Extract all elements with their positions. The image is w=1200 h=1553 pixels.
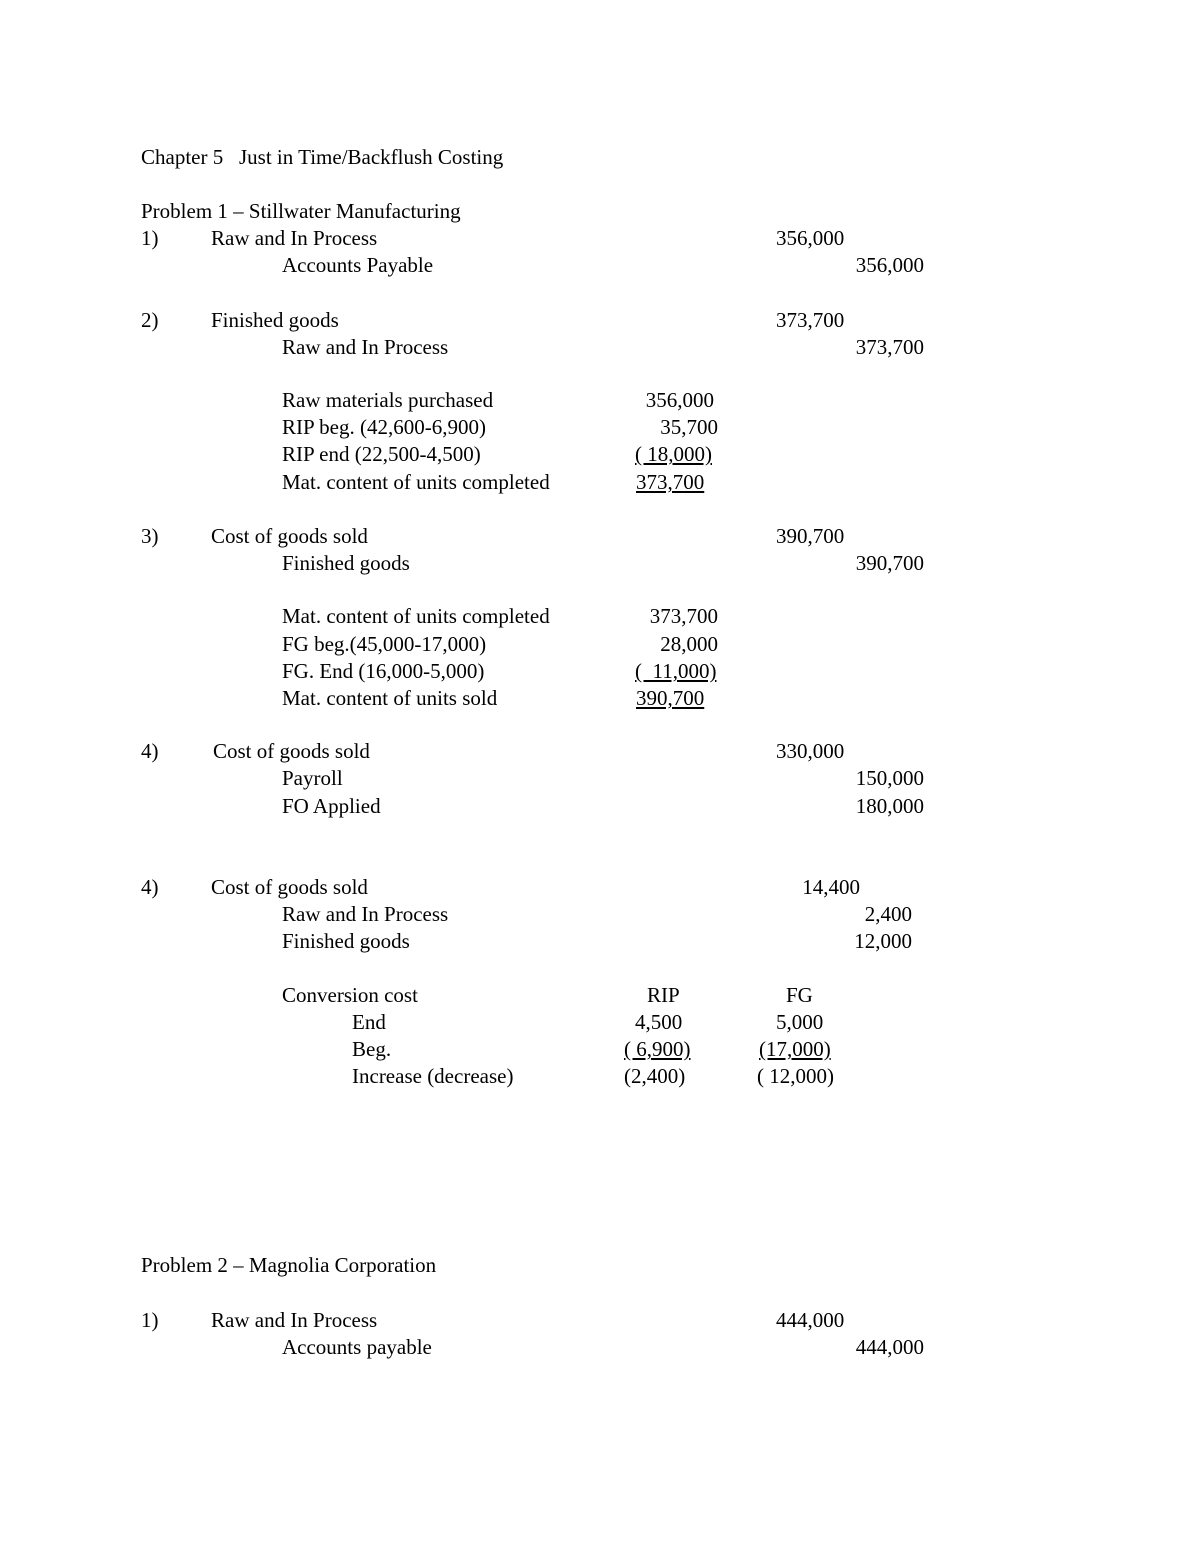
calc-value: ( 18,000): [635, 442, 712, 466]
credit-account: FO Applied: [282, 794, 381, 818]
credit-account: Payroll: [282, 766, 343, 790]
debit-amount: 390,700: [776, 524, 845, 548]
credit-account: Accounts payable: [282, 1335, 432, 1359]
calc-label: FG. End (16,000-5,000): [282, 659, 485, 683]
calc-label: Mat. content of units completed: [282, 604, 550, 628]
debit-amount: 356,000: [776, 226, 845, 250]
debit-amount: 444,000: [776, 1308, 845, 1332]
debit-amount: 14,400: [802, 875, 860, 899]
credit-amount: 12,000: [854, 929, 912, 953]
debit-amount: 330,000: [776, 739, 845, 763]
credit-amount: 390,700: [855, 551, 924, 575]
debit-account: Cost of goods sold: [211, 524, 368, 548]
problem2-heading: Problem 2 – Magnolia Corporation: [141, 1253, 437, 1277]
chapter-title: Chapter 5 Just in Time/Backflush Costing: [141, 145, 504, 169]
calc-label: FG beg.(45,000-17,000): [282, 632, 487, 656]
calc-value: 356,000: [645, 388, 714, 412]
debit-account: Cost of goods sold: [213, 739, 370, 763]
calc-value: 373,700: [636, 470, 705, 494]
calc-value: 35,700: [660, 415, 718, 439]
credit-amount: 356,000: [855, 253, 924, 277]
entry-number: 4): [141, 875, 159, 899]
entry-number: 4): [141, 739, 159, 763]
credit-account: Finished goods: [282, 929, 410, 953]
entry-number: 1): [141, 1308, 159, 1332]
calc-value: 28,000: [660, 632, 718, 656]
conversion-fg-value: ( 12,000): [757, 1064, 834, 1088]
debit-amount: 373,700: [776, 308, 845, 332]
credit-amount: 2,400: [864, 902, 912, 926]
conversion-fg-value: (17,000): [759, 1037, 831, 1061]
conversion-row-label: End: [352, 1010, 386, 1034]
entry-number: 2): [141, 308, 159, 332]
conversion-row-label: Increase (decrease): [352, 1064, 514, 1088]
debit-account: Raw and In Process: [211, 226, 378, 250]
calc-label: Raw materials purchased: [282, 388, 494, 412]
calc-value: 390,700: [636, 686, 705, 710]
calc-label: RIP end (22,500-4,500): [282, 442, 481, 466]
credit-account: Raw and In Process: [282, 335, 449, 359]
credit-amount: 373,700: [855, 335, 924, 359]
calc-label: Mat. content of units completed: [282, 470, 550, 494]
debit-account: Finished goods: [211, 308, 339, 332]
credit-account: Accounts Payable: [282, 253, 434, 277]
conversion-row-label: Beg.: [352, 1037, 392, 1061]
entry-number: 1): [141, 226, 159, 250]
credit-account: Finished goods: [282, 551, 410, 575]
entry-number: 3): [141, 524, 159, 548]
conversion-rip-value: ( 6,900): [624, 1037, 691, 1061]
credit-amount: 444,000: [855, 1335, 924, 1359]
credit-account: Raw and In Process: [282, 902, 449, 926]
debit-account: Cost of goods sold: [211, 875, 368, 899]
problem1-heading: Problem 1 – Stillwater Manufacturing: [141, 199, 461, 223]
calc-label: Mat. content of units sold: [282, 686, 498, 710]
conversion-cost-label: Conversion cost: [282, 983, 418, 1007]
credit-amount: 180,000: [855, 794, 924, 818]
calc-value: ( 11,000): [635, 659, 717, 683]
column-header-rip: RIP: [647, 983, 680, 1007]
credit-amount: 150,000: [855, 766, 924, 790]
debit-account: Raw and In Process: [211, 1308, 378, 1332]
calc-value: 373,700: [649, 604, 718, 628]
column-header-fg: FG: [786, 983, 813, 1007]
calc-label: RIP beg. (42,600-6,900): [282, 415, 486, 439]
conversion-rip-value: (2,400): [624, 1064, 686, 1088]
conversion-rip-value: 4,500: [635, 1010, 683, 1034]
conversion-fg-value: 5,000: [776, 1010, 824, 1034]
